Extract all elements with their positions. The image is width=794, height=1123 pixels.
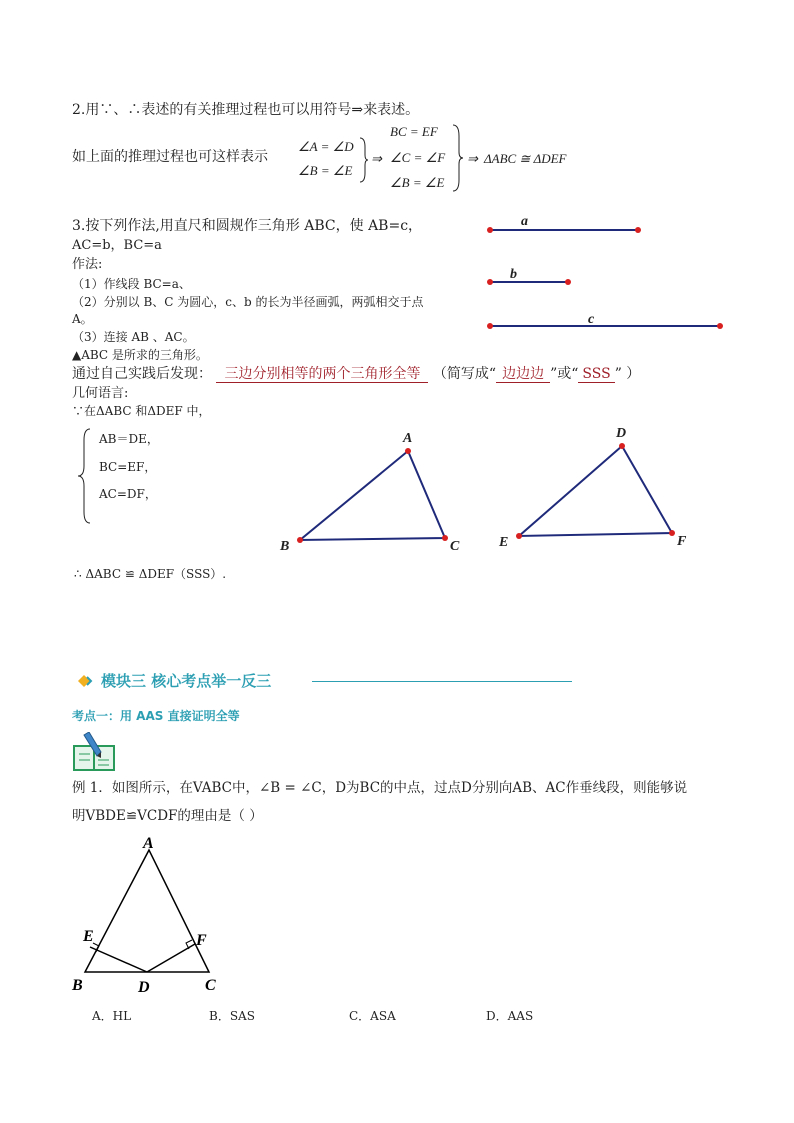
label-a: A — [403, 431, 413, 446]
module-divider — [312, 681, 572, 682]
vertex-b — [297, 537, 303, 543]
point1-title: 考点一：用 AAS 直接证明全等 — [72, 709, 240, 723]
segment-c-end — [717, 323, 723, 329]
triangle-def — [498, 426, 687, 550]
book-pencil-icon — [72, 732, 118, 772]
perpendicular-de — [90, 947, 147, 972]
perpendicular-df — [147, 944, 195, 972]
label-e: E — [499, 535, 509, 550]
discover-mid: （简写成“ — [432, 366, 497, 382]
mid-brace — [452, 124, 464, 192]
triangle-abc — [279, 431, 460, 554]
ex-label-f: F — [196, 932, 207, 949]
vertex-a — [405, 448, 411, 454]
segment-a-end — [635, 227, 641, 233]
ex-label-c: C — [205, 977, 216, 994]
label-c: C — [450, 539, 460, 554]
sec2-line2-prefix: 如上面的推理过程也可这样表示 — [72, 149, 268, 165]
label-b: B — [280, 539, 290, 554]
sec2-mid-1: BC = EF — [390, 124, 438, 139]
sec3-step1: （1）作线段 BC=a、 — [72, 277, 191, 291]
segment-b-end — [565, 279, 571, 285]
discover-prefix: 通过自己实践后发现： — [72, 366, 212, 382]
therefore-line: ∴ ΔABC ≌ ΔDEF（SSS）. — [74, 567, 227, 581]
sec3-step2b: A。 — [72, 312, 93, 326]
ex-label-e: E — [83, 928, 94, 945]
ex-label-d: D — [138, 979, 150, 996]
label-f: F — [677, 534, 687, 549]
segment-a-start — [487, 227, 493, 233]
ex-label-b: B — [72, 977, 83, 994]
segment-b-start — [487, 279, 493, 285]
triangles-figure — [270, 420, 710, 560]
because-line: ∵在ΔABC 和ΔDEF 中， — [72, 404, 211, 418]
sec2-mid-3: ∠B = ∠E — [390, 175, 445, 190]
vertex-c — [442, 535, 448, 541]
sec2-left-b: ∠B = ∠E — [298, 163, 353, 178]
segment-a-label: a — [521, 214, 528, 229]
implies-arrow-2: ⇒ — [467, 151, 478, 166]
discover-end: ” ） — [614, 366, 641, 382]
module-title: 模块三 核心考点举一反三 — [101, 672, 272, 690]
label-d: D — [616, 426, 627, 441]
sec3-line1: 3.按下列作法,用直尺和圆规作三角形 ABC，使 AB=c， — [72, 218, 423, 234]
example-line1: 例 1．如图所示，在VABC中，∠B = ∠C，D为BC的中点，过点D分别向AB、AC作垂线段，则能够说 — [72, 780, 688, 796]
cond-2: BC=EF， — [99, 460, 157, 474]
cond-1: AB＝DE， — [99, 432, 159, 446]
segment-c-start — [487, 323, 493, 329]
cond-3: AC=DF， — [99, 487, 157, 501]
abbr-answer: 边边边 — [496, 366, 550, 383]
ex-label-a: A — [143, 835, 154, 852]
sec2-left-a: ∠A = ∠D — [298, 139, 354, 154]
geo-lang: 几何语言: — [72, 386, 129, 401]
sec2-mid-2: ∠C = ∠F — [390, 150, 446, 165]
sec3-step2a: （2）分别以 B、C 为圆心，c、b 的长为半径画弧，两弧相交于点 — [72, 295, 424, 309]
segment-b-label: b — [510, 267, 517, 282]
vertex-e — [516, 533, 522, 539]
discover-line — [72, 366, 640, 382]
sec3-step3: （3）连接 AB 、AC。 — [72, 330, 195, 344]
abbr-mid: ”或“ — [550, 366, 579, 382]
option-a[interactable]: A．HL — [92, 1009, 132, 1023]
segments-figure — [480, 205, 730, 335]
discover-answer: 三边分别相等的两个三角形全等 — [216, 366, 428, 383]
sec3-result: ▲ABC 是所求的三角形。 — [72, 348, 208, 362]
sec3-method: 作法: — [72, 257, 103, 272]
example-line2: 明VBDE≌VCDF的理由是（ ） — [72, 808, 263, 824]
sec2-result: ΔABC ≅ ΔDEF — [484, 151, 567, 166]
vertex-d — [619, 443, 625, 449]
vertex-f — [669, 530, 675, 536]
segment-c-label: c — [588, 312, 595, 327]
sec3-line2: AC=b，BC=a — [72, 238, 162, 253]
implies-arrow-1: ⇒ — [371, 151, 382, 166]
sec2-line1: 2.用∵、∴表述的有关推理过程也可以用符号⇒来表述。 — [72, 102, 420, 118]
diamond-chevron-icon — [78, 674, 98, 688]
option-d[interactable]: D．AAS — [486, 1009, 534, 1023]
option-c[interactable]: C．ASA — [349, 1009, 396, 1023]
option-b[interactable]: B．SAS — [209, 1009, 255, 1023]
sss-answer: SSS — [578, 366, 614, 383]
example-figure — [66, 832, 236, 997]
left-brace — [359, 137, 369, 183]
cond-brace — [76, 428, 92, 524]
